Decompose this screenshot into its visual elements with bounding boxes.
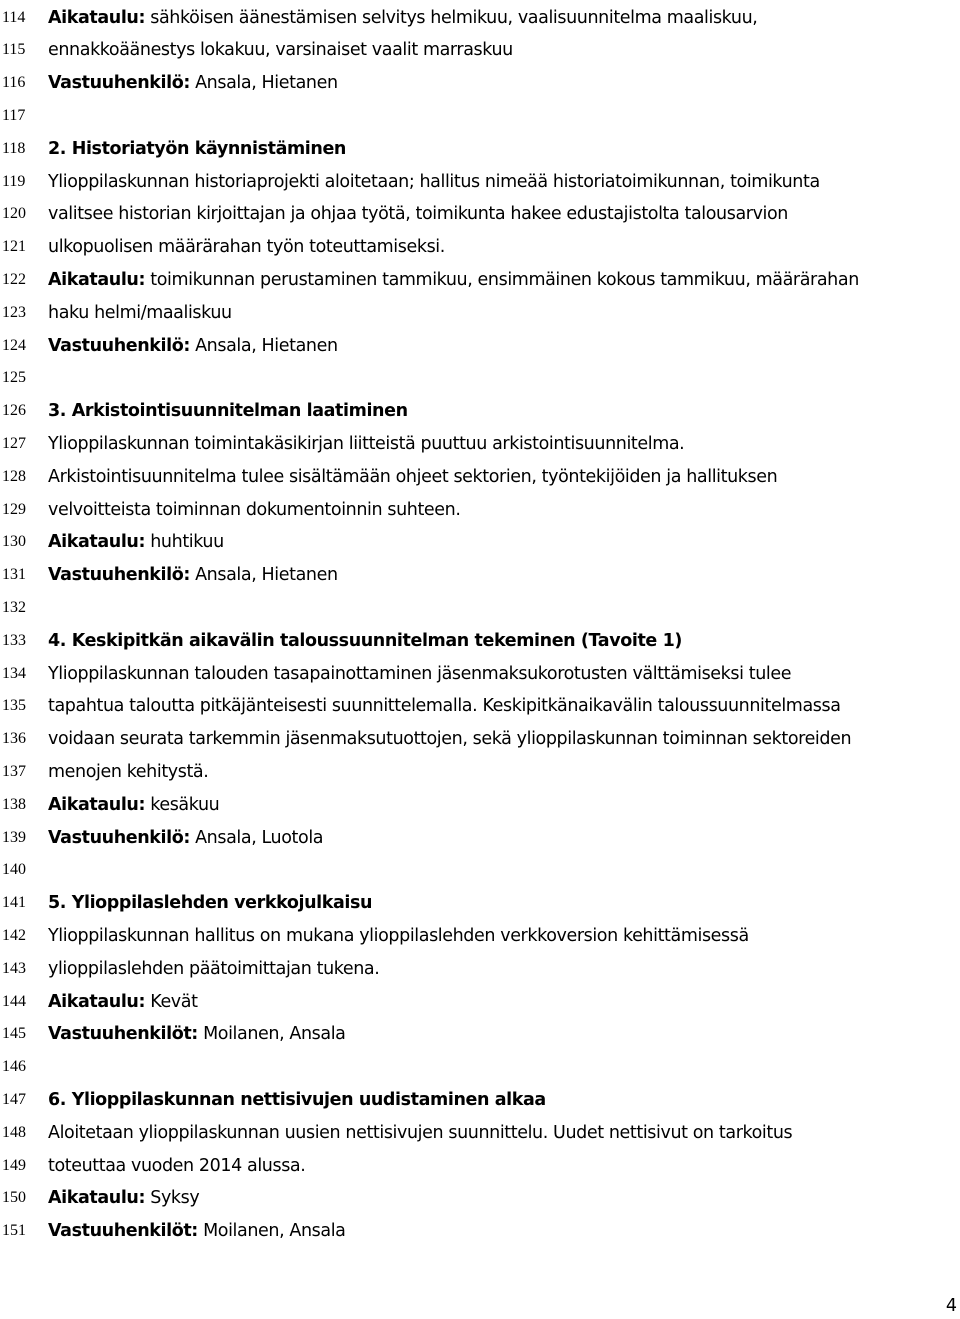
line-text [48,2,958,35]
document-line [0,1150,960,1183]
document-line [0,690,960,723]
line-bold-text: 6. Ylioppilaskunnan nettisivujen uudistaminen alkaa [48,1089,546,1110]
line-text [48,1182,958,1215]
line-text [48,461,958,494]
line-bold-text: 5. Ylioppilaslehden verkkojulkaisu [48,893,373,914]
document-line [0,559,960,592]
document-line [0,67,960,100]
document-line [0,1182,960,1215]
document-line [0,854,960,887]
line-text [48,395,958,428]
line-number: 150 [2,1189,26,1207]
line-regular-text: Ylioppilaskunnan talouden tasapainottaminen jäsenmaksukorotusten välttämiseksi tulee [48,663,792,684]
line-text [48,494,958,527]
document-line [0,625,960,658]
line-text [48,428,958,461]
line-text [48,1084,958,1117]
document-line [0,822,960,855]
line-number: 122 [2,270,26,288]
document-line [0,789,960,822]
line-regular-text: haku helmi/maaliskuu [48,302,232,323]
line-regular-text: Ylioppilaskunnan historiaprojekti aloitetaan; hallitus nimeää historiatoimikunnan, toimikunta [48,171,820,192]
line-number: 132 [2,598,26,616]
line-number: 133 [2,631,26,649]
line-text [48,986,958,1019]
document-line [0,2,960,35]
line-text [48,330,958,363]
line-regular-text: menojen kehitystä. [48,761,209,782]
line-text [48,1018,958,1051]
line-number: 145 [2,1025,26,1043]
document-line [0,723,960,756]
line-regular-text: Ansala, Luotola [189,827,324,848]
line-text [48,264,958,297]
line-bold-text: 3. Arkistointisuunnitelman laatiminen [48,401,408,422]
line-bold-text: Vastuuhenkilö: [48,827,190,848]
line-regular-text: Moilanen, Ansala [197,1221,346,1242]
document-line [0,428,960,461]
line-number: 126 [2,402,26,420]
document-line [0,395,960,428]
line-number: 139 [2,828,26,846]
document-line [0,1051,960,1084]
document-line [0,592,960,625]
line-text [48,1117,958,1150]
line-number: 130 [2,533,26,551]
line-number: 140 [2,861,26,879]
line-bold-text: 2. Historiatyön käynnistäminen [48,138,346,159]
line-regular-text: valitsee historian kirjoittajan ja ohjaa työtä, toimikunta hakee edustajistolta talousarvion [48,204,788,225]
line-text [48,756,958,789]
line-text [48,166,958,199]
line-number: 118 [2,139,26,157]
line-number: 115 [2,41,26,59]
line-regular-text: Syksy [145,1188,200,1209]
line-number: 123 [2,303,26,321]
line-regular-text: ulkopuolisen määrärahan työn toteuttamiseksi. [48,237,445,258]
document-line [0,330,960,363]
line-text [48,297,958,330]
line-regular-text: Ylioppilaskunnan hallitus on mukana ylioppilaslehden verkkoversion kehittämisessä [48,925,749,946]
line-regular-text: Ansala, Hietanen [189,73,338,94]
line-number: 125 [2,369,26,387]
line-text [48,1215,958,1248]
line-number: 151 [2,1222,26,1240]
line-regular-text: huhtikuu [145,532,224,553]
line-text [48,34,958,67]
line-regular-text: Ylioppilaskunnan toimintakäsikirjan liitteistä puuttuu arkistointisuunnitelma. [48,433,685,454]
document-line [0,133,960,166]
line-text [48,231,958,264]
line-regular-text: Ansala, Hietanen [189,335,338,356]
line-number: 143 [2,959,26,977]
line-text [48,1150,958,1183]
line-number: 116 [2,74,26,92]
line-regular-text: Moilanen, Ansala [197,1024,346,1045]
line-number: 120 [2,205,26,223]
document-line [0,100,960,133]
line-regular-text: ylioppilaslehden päätoimittajan tukena. [48,958,380,979]
line-regular-text: tapahtua taloutta pitkäjänteisesti suunnittelemalla. Keskipitkänaikavälin taloussuunnitelmassa [48,696,841,717]
line-regular-text: Ansala, Hietanen [189,565,338,586]
line-bold-text: Aikataulu: [48,1188,146,1209]
line-bold-text: Aikataulu: [48,7,146,28]
line-number: 144 [2,992,26,1010]
document-line [0,264,960,297]
line-bold-text: Vastuuhenkilö: [48,565,190,586]
line-number: 142 [2,926,26,944]
line-text [48,658,958,691]
document-line [0,231,960,264]
line-number: 134 [2,664,26,682]
line-regular-text: kesäkuu [145,794,220,815]
line-number: 124 [2,336,26,354]
line-number: 127 [2,434,26,452]
line-number: 121 [2,238,26,256]
line-bold-text: Vastuuhenkilö: [48,335,190,356]
line-number: 136 [2,730,26,748]
line-text [48,822,958,855]
line-number: 137 [2,762,26,780]
page-number: 4 [945,1296,957,1316]
line-regular-text: sähköisen äänestämisen selvitys helmikuu, vaalisuunnitelma maaliskuu, [145,7,758,28]
line-text [48,920,958,953]
line-bold-text: Vastuuhenkilöt: [48,1221,198,1242]
line-text [48,723,958,756]
document-line [0,1117,960,1150]
line-regular-text: Kevät [145,991,198,1012]
line-number: 114 [2,8,26,26]
document-line [0,166,960,199]
line-text [48,690,958,723]
line-number: 148 [2,1123,26,1141]
document-line [0,887,960,920]
line-number: 147 [2,1090,26,1108]
line-number: 141 [2,894,26,912]
line-regular-text: ennakkoäänestys lokakuu, varsinaiset vaalit marraskuu [48,40,513,61]
line-regular-text: Aloitetaan ylioppilaskunnan uusien nettisivujen suunnittelu. Uudet nettisivut on tarkoitus [48,1122,793,1143]
document-line [0,1018,960,1051]
line-bold-text: Aikataulu: [48,532,146,553]
line-regular-text: toimikunnan perustaminen tammikuu, ensimmäinen kokous tammikuu, määrärahan [145,269,859,290]
document-line [0,461,960,494]
document-line [0,494,960,527]
line-regular-text: velvoitteista toiminnan dokumentoinnin suhteen. [48,499,461,520]
line-bold-text: Aikataulu: [48,269,146,290]
line-bold-text: Aikataulu: [48,991,146,1012]
line-number: 129 [2,500,26,518]
line-text [48,526,958,559]
line-text [48,198,958,231]
line-number: 135 [2,697,26,715]
line-text [48,133,958,166]
line-number: 128 [2,467,26,485]
line-number: 149 [2,1156,26,1174]
line-regular-text: toteuttaa vuoden 2014 alussa. [48,1155,306,1176]
line-text [48,953,958,986]
document-line [0,526,960,559]
line-regular-text: Arkistointisuunnitelma tulee sisältämään ohjeet sektorien, työntekijöiden ja hallituksen [48,466,778,487]
document-line [0,198,960,231]
line-number: 146 [2,1058,26,1076]
line-text [48,789,958,822]
document-line [0,658,960,691]
document-line [0,297,960,330]
line-bold-text: Vastuuhenkilöt: [48,1024,198,1045]
document-line [0,362,960,395]
line-regular-text: voidaan seurata tarkemmin jäsenmaksutuottojen, sekä ylioppilaskunnan toiminnan sektoreiden [48,729,852,750]
line-number: 117 [2,106,26,124]
line-text [48,67,958,100]
document-line [0,34,960,67]
line-text [48,559,958,592]
line-number: 138 [2,795,26,813]
document-line [0,1084,960,1117]
line-text [48,887,958,920]
line-bold-text: Aikataulu: [48,794,146,815]
line-number: 119 [2,172,26,190]
document-line [0,953,960,986]
document-line [0,1215,960,1248]
line-text [48,625,958,658]
document-line [0,756,960,789]
line-number: 131 [2,566,26,584]
document-line [0,986,960,1019]
line-bold-text: Vastuuhenkilö: [48,73,190,94]
line-bold-text: 4. Keskipitkän aikavälin taloussuunnitelman tekeminen (Tavoite 1) [48,630,682,651]
document-line [0,920,960,953]
